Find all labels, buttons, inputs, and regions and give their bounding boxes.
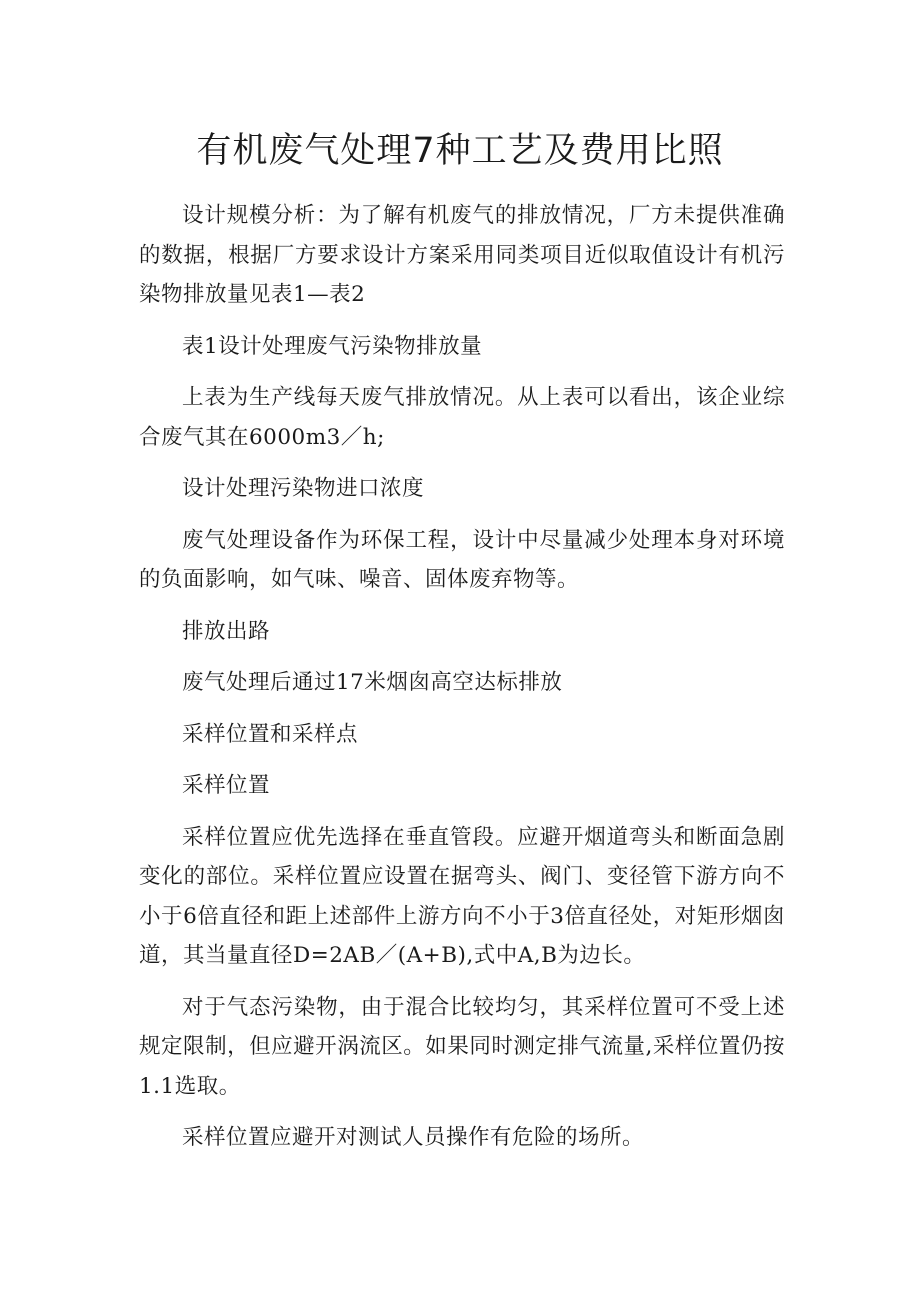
document-body	[139, 196, 785, 1170]
paragraph-environmental-impact: 废气处理设备作为环保工程，设计中尽量减少处理本身对环境的负面影响，如气味、噪音、固体废弃物等。	[139, 527, 785, 592]
paragraph-discharge-heading: 排放出路	[182, 618, 271, 644]
paragraph-chimney-discharge: 废气处理后通过17米烟囱高空达标排放	[182, 670, 563, 695]
paragraph-emission-summary: 上表为生产线每天废气排放情况。从上表可以看出，该企业综合废气其在6000m3／h;	[139, 385, 785, 450]
paragraph-safety-note: 采样位置应避开对测试人员操作有危险的场所。	[182, 1125, 645, 1150]
paragraph-sampling-heading: 采样位置和采样点	[182, 721, 359, 747]
paragraph-sampling-position-rules: 采样位置应优先选择在垂直管段。应避开烟道弯头和断面急剧变化的部位。采样位置应设置在据弯头、阀门、变径管下游方向不小于6倍直径和距上述部件上游方向不小于3倍直径处，对矩形烟囱道，其当量直径D=2AB／(A+B),式中A,B为边长。	[139, 824, 785, 968]
paragraph-design-scale: 设计规模分析：为了解有机废气的排放情况，厂方未提供准确的数据，根据厂方要求设计方案采用同类项目近似取值设计有机污染物排放量见表1—表2	[139, 203, 785, 307]
paragraph-table1-caption: 表1设计处理废气污染物排放量	[182, 333, 483, 359]
paragraph-gaseous-pollutants: 对于气态污染物，由于混合比较均匀，其采样位置可不受上述规定限制，但应避开涡流区。如果同时测定排气流量,采样位置仍按1.1选取。	[139, 994, 785, 1099]
paragraph-sampling-position-heading: 采样位置	[182, 773, 271, 798]
document-title: 有机废气处理7种工艺及费用比照	[196, 131, 724, 171]
paragraph-inlet-concentration: 设计处理污染物进口浓度	[182, 476, 425, 501]
